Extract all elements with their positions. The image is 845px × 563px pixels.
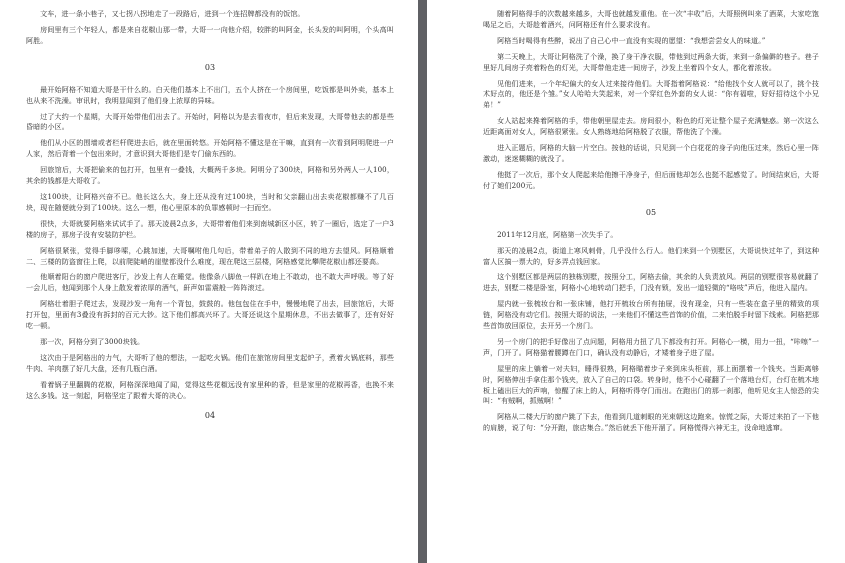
page-gutter xyxy=(418,0,427,563)
right-paragraph-6: 屋里的床上躺着一对夫妇，睡得很熟，阿格瞄着步子来到床头柜前，那上面摆着一个钱夹。当距离够时，阿格伸出手拿住那个钱夹，放入了自己的口袋。转身时，他不小心碰翻了一个落地台灯，台灯在梳木地板上磕出巨大的声响，惊醒了床上的人，阿格听得夺门而出。在跑出门的那一刹那，他听见女主人惊恐的尖叫：“有贼啊，抓贼啊！” xyxy=(483,363,819,406)
right-top-paragraph-2: 阿格当时喝得有些醉，说出了自己心中一直没有实现的愿望：“我想尝尝女人的味道。” xyxy=(497,35,766,45)
left-paragraph-11: 这次由于是阿格出的力气，大哥听了他的想法，一起吃火锅。他们在旅馆房间里支起炉子，煮着火锅底料，那些牛肉、羊肉摆了好几大盘，还有几瓶白酒。 xyxy=(26,352,394,373)
left-paragraph-10: 那一次，阿格分到了3000块钱。 xyxy=(40,336,145,346)
left-paragraph-12: 看着锅子里翻腾的花椒，阿格深深地闻了闻，觉得这些花椒远没有家里种的香，但是家里的花椒再香，也换不来这么多钱。这一刻起，阿格坚定了跟着大哥的决心。 xyxy=(26,379,394,400)
left-top-paragraph-2: 房间里有三个年轻人，都是来自花椒山那一带，大哥一一向他介绍，较胖的叫阿金，长头发的叫阿明，个头高叫阿胜。 xyxy=(26,24,394,45)
left-chapter-section xyxy=(26,85,394,402)
left-top-section xyxy=(26,9,394,47)
left-paragraph-2: 过了大约一个星期，大哥开始带他们出去了。开始时，阿格以为是去看夜市，但后来发现，大哥带他去的都是些昏暗的小区。 xyxy=(26,111,394,132)
right-paragraph-5: 另一个房门的把手好像出了点问题，阿格用力扭了几下都没有打开。阿格心一横，用力一扭，“咔嚓”一声，门开了。阿格猫着腰蹲在门口，确认没有动静后，才矮着身子进了屋。 xyxy=(483,336,819,357)
chapter-number: 05 xyxy=(645,207,657,217)
left-paragraph-9: 阿格壮着胆子爬过去，发现沙发一角有一个背包，鼓鼓的。他包包住在手中，慢慢地爬了出去，回旅馆后，大哥打开包，里面有3叠没有拆封的百元大钞。这下他们都高兴坏了。大哥还说这个星期休息，不出去做事了，还有好好吃一顿。 xyxy=(26,299,394,331)
right-paragraph-1: 2011年12月底，阿格第一次失手了。 xyxy=(497,229,618,239)
left-paragraph-8: 他顺着阳台的窗户爬进客厅，沙发上有人在睡觉。他像条八脚鱼一样趴在地上不敢动，也不敢大声呼吸。等了好一会儿后，他闻到那个人身上散发着浓厚的酒气，鼾声如雷震般一阵阵滚过。 xyxy=(26,272,394,293)
page-number: 04 xyxy=(204,411,216,421)
right-top-paragraph-6: 进入正题后，阿格的大脑一片空白。按他的话说，只见到一个白花花的身子向他压过来，然后心里一阵激动，迷迷糊糊的就没了。 xyxy=(483,143,819,163)
left-paragraph-4: 回旅馆后，大哥把偷来的包打开，包里有一叠钱，大概两千多块。阿明分了300块，阿格和另外两人一人100，其余的钱都是大哥收了。 xyxy=(26,165,394,186)
chapter-number: 03 xyxy=(204,62,216,72)
right-paragraph-3: 这个别墅区都是两层的独栋别墅，按照分工，阿格去偷，其余的人负责放风。两层的别墅很容易就翻了进去，别墅二楼是卧室，阿格小心地转动门把手，门没有锁，发出一道轻微的“咯吱”声后，他进入屋内。 xyxy=(483,272,819,293)
right-paragraph-2: 那天的凌晨2点，街道上寒风刺骨，几乎没什么行人。他们来到一个别墅区，大哥说快过年了，到这种富人区搞一票大的，好多弄点钱回家。 xyxy=(483,245,819,266)
right-top-paragraph-4: 见他们进来，一个年纪偏大的女人过来接待他们。大哥指着阿格说：“给他找个女人就可以了，挑个技术好点的，他还是个雏。”女人哈哈大笑起来，对一个穿红色外套的女人说：“你有福啦，好好招待这个小兄弟！” xyxy=(483,78,819,110)
right-top-paragraph-5: 女人站起来搀着阿格的手，带他朝里屋走去。房间很小，粉色的灯光让整个屋子充满魅惑。第一次这么近距离面对女人，阿格很紧张。女人熟练地给阿格脱了衣服，帮他洗了个澡。 xyxy=(483,116,819,137)
left-paragraph-7: 阿格很紧张，觉得手脚哆嗦，心跳加速，大哥嘱咐他几句后，带着弟子的人散到不同的地方去望风。阿格顺着二、三楼的防盗窗往上爬，以前爬陡峭的崖壁都没什么难度，现在爬这三层楼，阿格感觉比攀爬花椒山都还要高。 xyxy=(26,245,394,266)
right-paragraph-4: 屋内就一张梳妆台和一张床铺，他打开梳妆台所有抽屉，没有现金，只有一些装在盒子里的精致的项链，阿格没有动它们。按照大哥的说法，一来他们不懂这些首饰的价值，二来怕脱手时留下线索。阿格把那些首饰放回原位，去开另一个房门。 xyxy=(483,299,819,331)
right-top-section xyxy=(483,9,819,192)
right-page xyxy=(427,0,845,563)
right-top-paragraph-1: 随着阿格得手的次数越来越多，大哥也就越发重他。在一次“丰收”后，大哥照例叫来了酒菜，大家吃饱喝足之后，大哥趁着酒兴，问阿格还有什么要求没有。 xyxy=(483,9,819,29)
left-paragraph-3: 他们从小区的围墙或者栏杆爬进去后，就在里面转悠。开始阿格不懂这是在干嘛，直到有一次看到阿明爬进一户人家，然后背着一个包出来时，才意识到大哥他们是专门偷东西的。 xyxy=(26,138,394,159)
left-page xyxy=(0,0,418,563)
left-paragraph-6: 很快，大哥就要阿格来试试手了。那天凌晨2点多，大哥带着他们来到南城新区小区，转了一圈后，选定了一户3楼的房子，那房子没有安装防护栏。 xyxy=(26,218,394,239)
right-top-paragraph-3: 第二天晚上，大哥让阿格洗了个澡，换了身干净衣服，带他到过两条大街，来到一条偏僻的巷子。巷子里好几间房子亮着粉色的灯光，大哥带他走进一间房子，沙发上坐着四个女人，都化着浓妆。 xyxy=(483,51,819,72)
left-paragraph-1: 最开始阿格不知道大哥是干什么的。白天他们基本上不出门，五个人挤在一个房间里，吃饭都是叫外卖，基本上也从来不洗澡。审讯时，我明显闻到了他们身上浓厚的异味。 xyxy=(26,84,394,105)
right-paragraph-7: 阿格从二楼大厅的窗户跳了下去，他看到几道刺眼的光束朝这边跑来。惊慌之际，大哥过来拍了一下他的肩膀，说了句：“分开跑，旅店集合。”然后就丢下他开溜了。阿格慌得六神无主，没命地逃窜。 xyxy=(483,412,819,433)
right-chapter-section xyxy=(483,230,819,435)
right-top-paragraph-7: 他挺了一次后，那个女人爬起来给他擦干净身子，但后面他却怎么也挺不起感觉了。时间结束后，大哥付了她们200元。 xyxy=(483,169,819,190)
left-paragraph-5: 这100块，让阿格兴奋不已。他长这么大，身上还从没有过100块，当时和父亲翻山出去卖花椒都赚不了几百块，现在随便就分到了100块。这么一想，他心里原本的负罪感顿时一扫而空。 xyxy=(26,191,394,212)
left-top-paragraph-1: 文车，进一条小巷子，又七拐八拐地走了一段路后，进到一个连招牌都没有的饭馆。 xyxy=(40,9,305,18)
